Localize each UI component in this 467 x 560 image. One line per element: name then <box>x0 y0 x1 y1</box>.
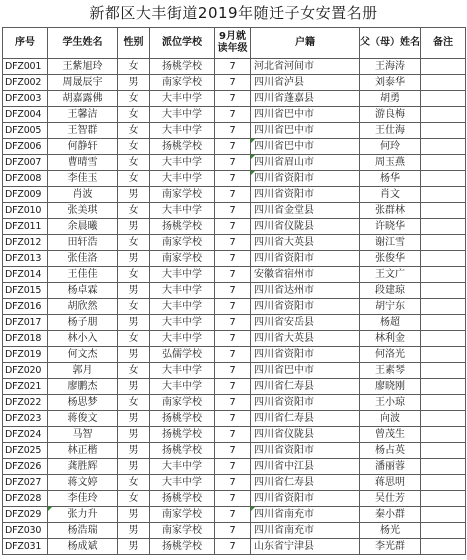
cell-grade: 7 <box>215 315 251 331</box>
cell-parent: 胡勇 <box>360 91 421 107</box>
cell-name: 杨思梦 <box>48 395 118 411</box>
cell-school: 扬桃学校 <box>150 443 215 459</box>
cell-name: 田轩浩 <box>48 235 118 251</box>
cell-school: 大丰中学 <box>150 363 215 379</box>
page-title: 新都区大丰街道2019年随迁子女安置名册 <box>89 4 378 22</box>
cell-grade: 7 <box>215 75 251 91</box>
cell-school: 南家学校 <box>150 251 215 267</box>
cell-parent: 王素琴 <box>360 363 421 379</box>
cell-grade: 7 <box>215 155 251 171</box>
cell-gender: 男 <box>118 75 150 91</box>
cell-hukou: 四川省安岳县 <box>251 315 360 331</box>
cell-remark <box>421 347 466 363</box>
cell-remark <box>421 507 466 523</box>
cell-school: 大丰中学 <box>150 91 215 107</box>
cell-grade: 7 <box>215 331 251 347</box>
cell-name: 张佳洛 <box>48 251 118 267</box>
cell-gender: 女 <box>118 363 150 379</box>
cell-id: DFZ016 <box>3 299 48 315</box>
cell-hukou: 四川省资阳市 <box>251 187 360 203</box>
cell-grade: 7 <box>215 187 251 203</box>
table-row <box>3 187 466 203</box>
cell-name: 张美琪 <box>48 203 118 219</box>
cell-name: 何文杰 <box>48 347 118 363</box>
cell-gender: 男 <box>118 283 150 299</box>
cell-id: DFZ006 <box>3 139 48 155</box>
cell-parent: 潘丽蓉 <box>360 459 421 475</box>
cell-hukou: 四川省中江县 <box>251 459 360 475</box>
cell-gender: 男 <box>118 379 150 395</box>
cell-grade: 7 <box>215 203 251 219</box>
table-row <box>3 59 466 75</box>
cell-remark <box>421 91 466 107</box>
cell-remark <box>421 411 466 427</box>
cell-parent: 段建琼 <box>360 283 421 299</box>
table-row <box>3 123 466 139</box>
table-row <box>3 107 466 123</box>
cell-hukou: 河北省河间市 <box>251 59 360 75</box>
cell-grade: 7 <box>215 363 251 379</box>
cell-hukou: 四川省巴中市 <box>251 107 360 123</box>
cell-hukou: 四川省资阳市 <box>251 395 360 411</box>
cell-parent: 王仕海 <box>360 123 421 139</box>
cell-id: DFZ031 <box>3 539 48 555</box>
cell-id: DFZ015 <box>3 283 48 299</box>
cell-parent: 杨华 <box>360 171 421 187</box>
table-row <box>3 219 466 235</box>
table-row <box>3 363 466 379</box>
table-row <box>3 459 466 475</box>
cell-parent: 吴仕芳 <box>360 491 421 507</box>
cell-gender: 女 <box>118 267 150 283</box>
cell-school: 南家学校 <box>150 187 215 203</box>
cell-grade: 7 <box>215 171 251 187</box>
cell-school: 南家学校 <box>150 235 215 251</box>
cell-grade: 7 <box>215 539 251 555</box>
cell-school: 扬桃学校 <box>150 59 215 75</box>
cell-hukou: 四川省仪陇县 <box>251 219 360 235</box>
table-row <box>3 299 466 315</box>
cell-gender: 女 <box>118 203 150 219</box>
cell-name: 林小入 <box>48 331 118 347</box>
cell-remark <box>421 187 466 203</box>
cell-parent: 王海涛 <box>360 59 421 75</box>
cell-gender: 男 <box>118 507 150 523</box>
cell-gender: 女 <box>118 475 150 491</box>
cell-hukou: 四川省资阳市 <box>251 299 360 315</box>
cell-id: DFZ013 <box>3 251 48 267</box>
cell-remark <box>421 331 466 347</box>
table-row <box>3 171 466 187</box>
cell-school: 大丰中学 <box>150 475 215 491</box>
cell-parent: 秦小群 <box>360 507 421 523</box>
cell-name: 胡欣然 <box>48 299 118 315</box>
cell-hukou: 四川省金堂县 <box>251 203 360 219</box>
cell-grade: 7 <box>215 219 251 235</box>
cell-remark <box>421 475 466 491</box>
cell-id: DFZ010 <box>3 203 48 219</box>
cell-hukou: 四川省资阳市 <box>251 491 360 507</box>
cell-school: 南家学校 <box>150 395 215 411</box>
cell-name: 肖波 <box>48 187 118 203</box>
cell-grade: 7 <box>215 299 251 315</box>
cell-hukou: 四川省仪陇县 <box>251 427 360 443</box>
cell-id: DFZ003 <box>3 91 48 107</box>
cell-id: DFZ002 <box>3 75 48 91</box>
cell-hukou: 四川省资阳市 <box>251 251 360 267</box>
cell-id: DFZ030 <box>3 523 48 539</box>
cell-name: 王智群 <box>48 123 118 139</box>
table-row <box>3 427 466 443</box>
cell-id: DFZ022 <box>3 395 48 411</box>
cell-id: DFZ004 <box>3 107 48 123</box>
cell-name: 林正楷 <box>48 443 118 459</box>
cell-hukou: 山东省宁津县 <box>251 539 360 555</box>
cell-id: DFZ001 <box>3 59 48 75</box>
cell-remark <box>421 203 466 219</box>
cell-parent: 何洛光 <box>360 347 421 363</box>
cell-grade: 7 <box>215 347 251 363</box>
cell-name: 杨浩瑞 <box>48 523 118 539</box>
cell-gender: 男 <box>118 411 150 427</box>
cell-hukou: 四川省资阳市 <box>251 443 360 459</box>
table-row <box>3 411 466 427</box>
cell-school: 扬桃学校 <box>150 539 215 555</box>
cell-gender: 男 <box>118 427 150 443</box>
cell-parent: 周玉燕 <box>360 155 421 171</box>
cell-parent: 游良梅 <box>360 107 421 123</box>
cell-hukou: 四川省巴中市 <box>251 123 360 139</box>
cell-remark <box>421 283 466 299</box>
cell-id: DFZ018 <box>3 331 48 347</box>
cell-name: 杨子朋 <box>48 315 118 331</box>
cell-remark <box>421 219 466 235</box>
table-row <box>3 539 466 555</box>
cell-grade: 7 <box>215 523 251 539</box>
cell-grade: 7 <box>215 475 251 491</box>
cell-hukou: 四川省仁寿县 <box>251 411 360 427</box>
table-row <box>3 523 466 539</box>
cell-hukou: 四川省蓬嘉县 <box>251 91 360 107</box>
cell-remark <box>421 443 466 459</box>
table-row <box>3 475 466 491</box>
cell-grade: 7 <box>215 267 251 283</box>
cell-remark <box>421 267 466 283</box>
cell-remark <box>421 251 466 267</box>
cell-id: DFZ020 <box>3 363 48 379</box>
cell-gender: 男 <box>118 459 150 475</box>
cell-hukou: 四川省南充市 <box>251 523 360 539</box>
cell-school: 大丰中学 <box>150 459 215 475</box>
cell-gender: 女 <box>118 155 150 171</box>
cell-hukou: 四川省大英县 <box>251 235 360 251</box>
cell-name: 李佳玲 <box>48 491 118 507</box>
cell-gender: 女 <box>118 139 150 155</box>
cell-parent: 杨超 <box>360 315 421 331</box>
cell-gender: 男 <box>118 251 150 267</box>
cell-grade: 7 <box>215 395 251 411</box>
cell-school: 大丰中学 <box>150 155 215 171</box>
table-row <box>3 203 466 219</box>
cell-parent: 何玲 <box>360 139 421 155</box>
cell-school: 扬桃学校 <box>150 411 215 427</box>
cell-name: 王紫旭玲 <box>48 59 118 75</box>
cell-grade: 7 <box>215 459 251 475</box>
cell-name: 李佳玉 <box>48 171 118 187</box>
cell-remark <box>421 155 466 171</box>
cell-hukou: 四川省资阳市 <box>251 171 360 187</box>
table-row <box>3 491 466 507</box>
cell-school: 扬桃学校 <box>150 427 215 443</box>
cell-grade: 7 <box>215 379 251 395</box>
cell-name: 何静轩 <box>48 139 118 155</box>
cell-parent: 曾茂生 <box>360 427 421 443</box>
cell-parent: 林利金 <box>360 331 421 347</box>
cell-name: 胡嘉露佛 <box>48 91 118 107</box>
cell-school: 扬桃学校 <box>150 139 215 155</box>
cell-parent: 杨占英 <box>360 443 421 459</box>
cell-school: 南家学校 <box>150 507 215 523</box>
cell-name: 蒋俊文 <box>48 411 118 427</box>
cell-parent: 许晓华 <box>360 219 421 235</box>
cell-grade: 7 <box>215 491 251 507</box>
cell-hukou: 四川省巴中市 <box>251 139 360 155</box>
cell-school: 大丰中学 <box>150 331 215 347</box>
cell-school: 扬桃学校 <box>150 491 215 507</box>
cell-name: 周晟辰宇 <box>48 75 118 91</box>
table-row <box>3 235 466 251</box>
cell-id: DFZ009 <box>3 187 48 203</box>
cell-grade: 7 <box>215 91 251 107</box>
cell-remark <box>421 123 466 139</box>
cell-hukou: 四川省眉山市 <box>251 155 360 171</box>
table-row <box>3 379 466 395</box>
cell-id: DFZ008 <box>3 171 48 187</box>
cell-remark <box>421 107 466 123</box>
table-row <box>3 267 466 283</box>
cell-parent: 蒋思明 <box>360 475 421 491</box>
cell-id: DFZ027 <box>3 475 48 491</box>
cell-gender: 男 <box>118 315 150 331</box>
cell-gender: 女 <box>118 235 150 251</box>
col-header-gender: 性别 <box>118 28 150 59</box>
cell-remark <box>421 299 466 315</box>
table-row <box>3 75 466 91</box>
cell-grade: 7 <box>215 443 251 459</box>
col-header-remark: 备注 <box>421 28 466 59</box>
cell-gender: 男 <box>118 187 150 203</box>
cell-remark <box>421 59 466 75</box>
cell-parent: 杨光 <box>360 523 421 539</box>
cell-parent: 李光群 <box>360 539 421 555</box>
cell-school: 大丰中学 <box>150 283 215 299</box>
cell-parent: 谢江雪 <box>360 235 421 251</box>
cell-remark <box>421 363 466 379</box>
cell-gender: 女 <box>118 331 150 347</box>
cell-remark <box>421 171 466 187</box>
table-row <box>3 443 466 459</box>
cell-id: DFZ025 <box>3 443 48 459</box>
cell-school: 大丰中学 <box>150 107 215 123</box>
cell-hukou: 四川省巴中市 <box>251 363 360 379</box>
table-row <box>3 331 466 347</box>
table-row <box>3 283 466 299</box>
cell-hukou: 四川省南充市 <box>251 507 360 523</box>
cell-name: 王佳佳 <box>48 267 118 283</box>
cell-school: 弘儒学校 <box>150 347 215 363</box>
roster-table <box>2 27 466 555</box>
cell-school: 南家学校 <box>150 75 215 91</box>
cell-grade: 7 <box>215 507 251 523</box>
cell-id: DFZ007 <box>3 155 48 171</box>
cell-remark <box>421 395 466 411</box>
table-body <box>3 59 466 555</box>
cell-school: 大丰中学 <box>150 315 215 331</box>
cell-id: DFZ024 <box>3 427 48 443</box>
cell-remark <box>421 75 466 91</box>
table-row <box>3 251 466 267</box>
table-row <box>3 91 466 107</box>
cell-id: DFZ014 <box>3 267 48 283</box>
cell-grade: 7 <box>215 251 251 267</box>
cell-hukou: 四川省仁寿县 <box>251 379 360 395</box>
cell-grade: 7 <box>215 123 251 139</box>
cell-parent: 肖文 <box>360 187 421 203</box>
cell-grade: 7 <box>215 427 251 443</box>
col-header-name: 学生姓名 <box>48 28 118 59</box>
cell-hukou: 四川省大英县 <box>251 331 360 347</box>
cell-name: 蒋文婷 <box>48 475 118 491</box>
cell-name: 杨卓霖 <box>48 283 118 299</box>
cell-remark <box>421 427 466 443</box>
cell-name: 廖鹏杰 <box>48 379 118 395</box>
cell-name: 余晨曦 <box>48 219 118 235</box>
cell-id: DFZ023 <box>3 411 48 427</box>
cell-gender: 女 <box>118 171 150 187</box>
cell-gender: 男 <box>118 347 150 363</box>
cell-remark <box>421 315 466 331</box>
cell-gender: 女 <box>118 491 150 507</box>
cell-grade: 7 <box>215 59 251 75</box>
col-header-school: 派位学校 <box>150 28 215 59</box>
cell-id: DFZ005 <box>3 123 48 139</box>
cell-name: 王馨洁 <box>48 107 118 123</box>
table-row <box>3 507 466 523</box>
table-row <box>3 315 466 331</box>
cell-id: DFZ019 <box>3 347 48 363</box>
header-row <box>3 28 466 59</box>
cell-hukou: 四川省达州市 <box>251 283 360 299</box>
cell-hukou: 四川省资阳市 <box>251 347 360 363</box>
cell-id: DFZ029 <box>3 507 48 523</box>
cell-name: 龚胜辉 <box>48 459 118 475</box>
col-header-grade: 9月就读年级 <box>215 28 251 59</box>
cell-hukou: 四川省仁寿县 <box>251 475 360 491</box>
table-row <box>3 347 466 363</box>
cell-parent: 王小琼 <box>360 395 421 411</box>
cell-id: DFZ028 <box>3 491 48 507</box>
cell-id: DFZ026 <box>3 459 48 475</box>
cell-name: 郭月 <box>48 363 118 379</box>
cell-remark <box>421 523 466 539</box>
cell-name: 马智 <box>48 427 118 443</box>
cell-parent: 刘泰华 <box>360 75 421 91</box>
cell-name: 杨成斌 <box>48 539 118 555</box>
table-row <box>3 395 466 411</box>
cell-name: 曹晴雪 <box>48 155 118 171</box>
cell-remark <box>421 491 466 507</box>
cell-school: 大丰中学 <box>150 123 215 139</box>
cell-name: 张力升 <box>48 507 118 523</box>
cell-gender: 女 <box>118 299 150 315</box>
cell-grade: 7 <box>215 283 251 299</box>
cell-parent: 张群林 <box>360 203 421 219</box>
cell-parent: 向波 <box>360 411 421 427</box>
cell-parent: 王文广 <box>360 267 421 283</box>
cell-grade: 7 <box>215 411 251 427</box>
cell-id: DFZ021 <box>3 379 48 395</box>
col-header-parent: 父（母）姓名 <box>360 28 421 59</box>
cell-gender: 女 <box>118 123 150 139</box>
cell-remark <box>421 459 466 475</box>
cell-school: 扬桃学校 <box>150 219 215 235</box>
cell-id: DFZ012 <box>3 235 48 251</box>
cell-parent: 廖晓刚 <box>360 379 421 395</box>
cell-school: 大丰中学 <box>150 171 215 187</box>
cell-school: 大丰中学 <box>150 299 215 315</box>
cell-gender: 女 <box>118 395 150 411</box>
cell-gender: 女 <box>118 91 150 107</box>
cell-school: 大丰中学 <box>150 203 215 219</box>
cell-id: DFZ011 <box>3 219 48 235</box>
cell-remark <box>421 139 466 155</box>
table-row <box>3 139 466 155</box>
cell-parent: 张俊华 <box>360 251 421 267</box>
cell-gender: 男 <box>118 523 150 539</box>
cell-school: 大丰中学 <box>150 379 215 395</box>
col-header-hukou: 户籍 <box>251 28 360 59</box>
cell-gender: 女 <box>118 59 150 75</box>
cell-gender: 女 <box>118 107 150 123</box>
cell-grade: 7 <box>215 235 251 251</box>
cell-grade: 7 <box>215 139 251 155</box>
cell-hukou: 安徽省宿州市 <box>251 267 360 283</box>
cell-gender: 男 <box>118 219 150 235</box>
cell-remark <box>421 379 466 395</box>
cell-id: DFZ017 <box>3 315 48 331</box>
cell-remark <box>421 539 466 555</box>
col-header-id: 序号 <box>3 28 48 59</box>
cell-school: 南家学校 <box>150 523 215 539</box>
cell-hukou: 四川省泸县 <box>251 75 360 91</box>
cell-parent: 胡宁东 <box>360 299 421 315</box>
cell-gender: 男 <box>118 539 150 555</box>
cell-school: 大丰中学 <box>150 267 215 283</box>
cell-grade: 7 <box>215 107 251 123</box>
table-row <box>3 155 466 171</box>
cell-gender: 男 <box>118 443 150 459</box>
cell-remark <box>421 235 466 251</box>
